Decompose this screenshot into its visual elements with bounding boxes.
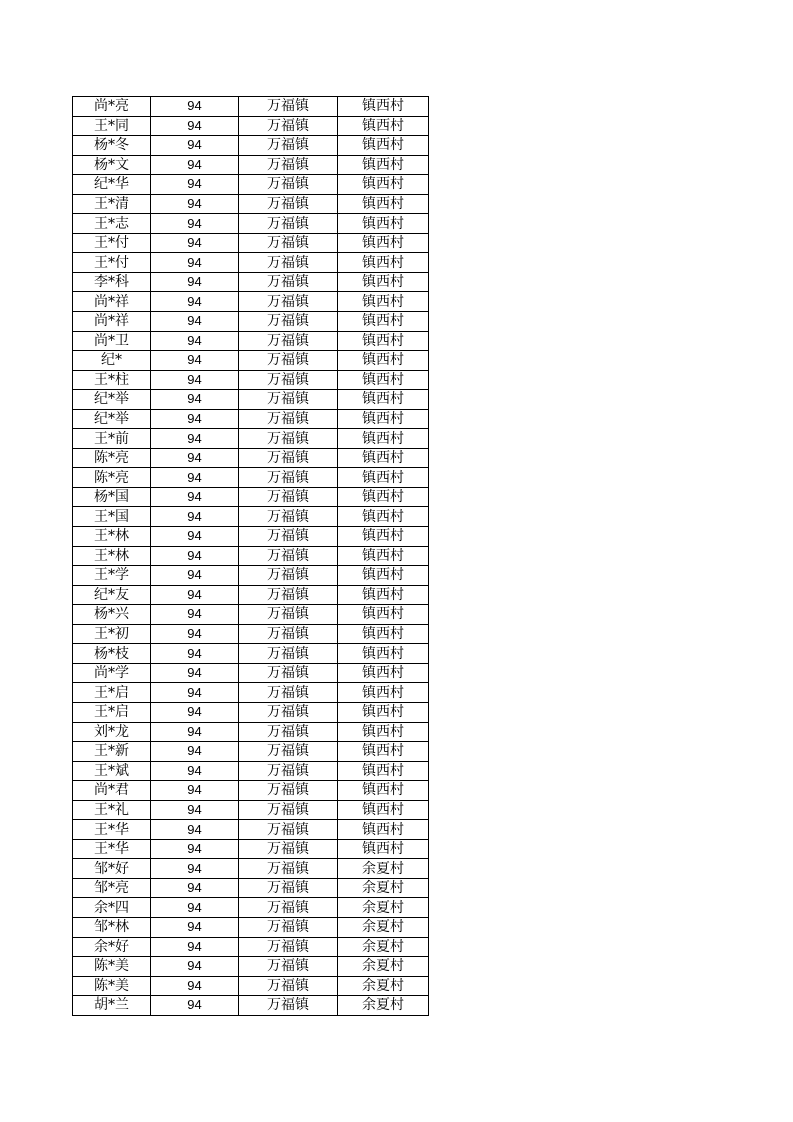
village-cell: 镇西村: [338, 272, 429, 292]
name-cell: 尚*亮: [73, 97, 151, 117]
data-table: [72, 96, 429, 1016]
value-cell: 94: [151, 996, 239, 1016]
value-cell: 94: [151, 566, 239, 586]
name-cell: 陈*亮: [73, 448, 151, 468]
value-cell: 94: [151, 917, 239, 937]
village-cell: 镇西村: [338, 97, 429, 117]
town-cell: 万福镇: [239, 233, 338, 253]
value-cell: 94: [151, 937, 239, 957]
value-cell: 94: [151, 175, 239, 195]
town-cell: 万福镇: [239, 175, 338, 195]
town-cell: 万福镇: [239, 390, 338, 410]
village-cell: 镇西村: [338, 175, 429, 195]
table-row: [73, 253, 429, 273]
village-cell: 镇西村: [338, 292, 429, 312]
table-row: [73, 233, 429, 253]
village-cell: 镇西村: [338, 331, 429, 351]
table-row: [73, 624, 429, 644]
name-cell: 王*启: [73, 702, 151, 722]
name-cell: 王*志: [73, 214, 151, 234]
table-row: [73, 839, 429, 859]
table-row: [73, 527, 429, 547]
name-cell: 余*好: [73, 937, 151, 957]
village-cell: 镇西村: [338, 429, 429, 449]
value-cell: 94: [151, 233, 239, 253]
village-cell: 镇西村: [338, 722, 429, 742]
value-cell: 94: [151, 839, 239, 859]
village-cell: 镇西村: [338, 194, 429, 214]
table-row: [73, 487, 429, 507]
town-cell: 万福镇: [239, 761, 338, 781]
value-cell: 94: [151, 409, 239, 429]
town-cell: 万福镇: [239, 878, 338, 898]
town-cell: 万福镇: [239, 800, 338, 820]
town-cell: 万福镇: [239, 527, 338, 547]
town-cell: 万福镇: [239, 448, 338, 468]
town-cell: 万福镇: [239, 351, 338, 371]
town-cell: 万福镇: [239, 507, 338, 527]
value-cell: 94: [151, 624, 239, 644]
town-cell: 万福镇: [239, 722, 338, 742]
village-cell: 镇西村: [338, 155, 429, 175]
name-cell: 王*学: [73, 566, 151, 586]
table-row: [73, 429, 429, 449]
village-cell: 镇西村: [338, 448, 429, 468]
value-cell: 94: [151, 976, 239, 996]
table-row: [73, 976, 429, 996]
table-row: [73, 566, 429, 586]
name-cell: 李*科: [73, 272, 151, 292]
value-cell: 94: [151, 351, 239, 371]
village-cell: 镇西村: [338, 351, 429, 371]
town-cell: 万福镇: [239, 937, 338, 957]
village-cell: 镇西村: [338, 116, 429, 136]
name-cell: 王*礼: [73, 800, 151, 820]
table-row: [73, 937, 429, 957]
table-row: [73, 742, 429, 762]
name-cell: 杨*冬: [73, 136, 151, 156]
village-cell: 余夏村: [338, 917, 429, 937]
village-cell: 镇西村: [338, 683, 429, 703]
village-cell: 镇西村: [338, 390, 429, 410]
name-cell: 杨*国: [73, 487, 151, 507]
town-cell: 万福镇: [239, 272, 338, 292]
value-cell: 94: [151, 97, 239, 117]
town-cell: 万福镇: [239, 683, 338, 703]
table-row: [73, 996, 429, 1016]
town-cell: 万福镇: [239, 155, 338, 175]
village-cell: 镇西村: [338, 370, 429, 390]
value-cell: 94: [151, 859, 239, 879]
town-cell: 万福镇: [239, 976, 338, 996]
table-row: [73, 585, 429, 605]
town-cell: 万福镇: [239, 820, 338, 840]
value-cell: 94: [151, 742, 239, 762]
village-cell: 余夏村: [338, 878, 429, 898]
town-cell: 万福镇: [239, 957, 338, 977]
table-row: [73, 898, 429, 918]
table-row: [73, 683, 429, 703]
value-cell: 94: [151, 722, 239, 742]
value-cell: 94: [151, 898, 239, 918]
table-row: [73, 702, 429, 722]
value-cell: 94: [151, 781, 239, 801]
name-cell: 纪*: [73, 351, 151, 371]
name-cell: 纪*举: [73, 409, 151, 429]
village-cell: 镇西村: [338, 624, 429, 644]
table-row: [73, 663, 429, 683]
table-row: [73, 820, 429, 840]
town-cell: 万福镇: [239, 605, 338, 625]
table-row: [73, 292, 429, 312]
table-row: [73, 409, 429, 429]
value-cell: 94: [151, 194, 239, 214]
table-row: [73, 272, 429, 292]
table-row: [73, 605, 429, 625]
value-cell: 94: [151, 761, 239, 781]
value-cell: 94: [151, 214, 239, 234]
village-cell: 镇西村: [338, 233, 429, 253]
town-cell: 万福镇: [239, 487, 338, 507]
village-cell: 镇西村: [338, 839, 429, 859]
value-cell: 94: [151, 702, 239, 722]
table-row: [73, 331, 429, 351]
value-cell: 94: [151, 507, 239, 527]
value-cell: 94: [151, 292, 239, 312]
table-row: [73, 546, 429, 566]
town-cell: 万福镇: [239, 214, 338, 234]
name-cell: 王*华: [73, 820, 151, 840]
name-cell: 王*启: [73, 683, 151, 703]
value-cell: 94: [151, 683, 239, 703]
name-cell: 陈*美: [73, 957, 151, 977]
village-cell: 余夏村: [338, 937, 429, 957]
value-cell: 94: [151, 253, 239, 273]
value-cell: 94: [151, 331, 239, 351]
name-cell: 尚*君: [73, 781, 151, 801]
village-cell: 镇西村: [338, 214, 429, 234]
name-cell: 陈*美: [73, 976, 151, 996]
town-cell: 万福镇: [239, 917, 338, 937]
name-cell: 尚*卫: [73, 331, 151, 351]
name-cell: 王*新: [73, 742, 151, 762]
value-cell: 94: [151, 546, 239, 566]
name-cell: 王*清: [73, 194, 151, 214]
table-row: [73, 781, 429, 801]
town-cell: 万福镇: [239, 136, 338, 156]
name-cell: 王*国: [73, 507, 151, 527]
value-cell: 94: [151, 116, 239, 136]
town-cell: 万福镇: [239, 644, 338, 664]
value-cell: 94: [151, 272, 239, 292]
value-cell: 94: [151, 800, 239, 820]
town-cell: 万福镇: [239, 702, 338, 722]
value-cell: 94: [151, 312, 239, 332]
table-row: [73, 194, 429, 214]
town-cell: 万福镇: [239, 429, 338, 449]
village-cell: 镇西村: [338, 644, 429, 664]
value-cell: 94: [151, 663, 239, 683]
town-cell: 万福镇: [239, 566, 338, 586]
name-cell: 尚*祥: [73, 292, 151, 312]
village-cell: 镇西村: [338, 781, 429, 801]
name-cell: 王*柱: [73, 370, 151, 390]
town-cell: 万福镇: [239, 996, 338, 1016]
table-row: [73, 761, 429, 781]
town-cell: 万福镇: [239, 194, 338, 214]
table-body: [73, 97, 429, 1016]
name-cell: 余*四: [73, 898, 151, 918]
table-row: [73, 312, 429, 332]
name-cell: 王*斌: [73, 761, 151, 781]
village-cell: 镇西村: [338, 605, 429, 625]
town-cell: 万福镇: [239, 312, 338, 332]
town-cell: 万福镇: [239, 331, 338, 351]
town-cell: 万福镇: [239, 546, 338, 566]
town-cell: 万福镇: [239, 663, 338, 683]
village-cell: 镇西村: [338, 136, 429, 156]
name-cell: 杨*枝: [73, 644, 151, 664]
town-cell: 万福镇: [239, 370, 338, 390]
village-cell: 镇西村: [338, 468, 429, 488]
name-cell: 王*林: [73, 546, 151, 566]
table-row: [73, 175, 429, 195]
name-cell: 邹*林: [73, 917, 151, 937]
value-cell: 94: [151, 155, 239, 175]
name-cell: 陈*亮: [73, 468, 151, 488]
town-cell: 万福镇: [239, 116, 338, 136]
name-cell: 王*华: [73, 839, 151, 859]
name-cell: 杨*文: [73, 155, 151, 175]
village-cell: 镇西村: [338, 566, 429, 586]
village-cell: 余夏村: [338, 859, 429, 879]
name-cell: 王*付: [73, 253, 151, 273]
table-row: [73, 214, 429, 234]
table-row: [73, 448, 429, 468]
village-cell: 镇西村: [338, 507, 429, 527]
value-cell: 94: [151, 448, 239, 468]
value-cell: 94: [151, 136, 239, 156]
town-cell: 万福镇: [239, 742, 338, 762]
village-cell: 镇西村: [338, 253, 429, 273]
town-cell: 万福镇: [239, 898, 338, 918]
name-cell: 胡*兰: [73, 996, 151, 1016]
table-row: [73, 136, 429, 156]
name-cell: 纪*友: [73, 585, 151, 605]
village-cell: 镇西村: [338, 663, 429, 683]
table-row: [73, 116, 429, 136]
name-cell: 邹*亮: [73, 878, 151, 898]
table-row: [73, 351, 429, 371]
town-cell: 万福镇: [239, 468, 338, 488]
table-row: [73, 859, 429, 879]
village-cell: 镇西村: [338, 487, 429, 507]
value-cell: 94: [151, 468, 239, 488]
name-cell: 纪*举: [73, 390, 151, 410]
village-cell: 镇西村: [338, 742, 429, 762]
village-cell: 镇西村: [338, 800, 429, 820]
table-row: [73, 957, 429, 977]
value-cell: 94: [151, 820, 239, 840]
name-cell: 纪*华: [73, 175, 151, 195]
table-row: [73, 917, 429, 937]
name-cell: 王*前: [73, 429, 151, 449]
town-cell: 万福镇: [239, 839, 338, 859]
town-cell: 万福镇: [239, 253, 338, 273]
town-cell: 万福镇: [239, 292, 338, 312]
table-row: [73, 644, 429, 664]
village-cell: 余夏村: [338, 898, 429, 918]
town-cell: 万福镇: [239, 585, 338, 605]
village-cell: 镇西村: [338, 527, 429, 547]
town-cell: 万福镇: [239, 97, 338, 117]
table-row: [73, 97, 429, 117]
village-cell: 余夏村: [338, 996, 429, 1016]
village-cell: 镇西村: [338, 702, 429, 722]
village-cell: 镇西村: [338, 761, 429, 781]
value-cell: 94: [151, 585, 239, 605]
town-cell: 万福镇: [239, 781, 338, 801]
village-cell: 镇西村: [338, 312, 429, 332]
value-cell: 94: [151, 644, 239, 664]
table-row: [73, 878, 429, 898]
table-row: [73, 390, 429, 410]
name-cell: 王*林: [73, 527, 151, 547]
name-cell: 王*同: [73, 116, 151, 136]
name-cell: 邹*好: [73, 859, 151, 879]
name-cell: 尚*祥: [73, 312, 151, 332]
table-row: [73, 155, 429, 175]
value-cell: 94: [151, 390, 239, 410]
value-cell: 94: [151, 429, 239, 449]
town-cell: 万福镇: [239, 409, 338, 429]
table-row: [73, 722, 429, 742]
value-cell: 94: [151, 605, 239, 625]
value-cell: 94: [151, 370, 239, 390]
village-cell: 镇西村: [338, 820, 429, 840]
name-cell: 王*初: [73, 624, 151, 644]
town-cell: 万福镇: [239, 624, 338, 644]
name-cell: 王*付: [73, 233, 151, 253]
table-row: [73, 468, 429, 488]
village-cell: 镇西村: [338, 409, 429, 429]
value-cell: 94: [151, 957, 239, 977]
value-cell: 94: [151, 487, 239, 507]
value-cell: 94: [151, 527, 239, 547]
name-cell: 尚*学: [73, 663, 151, 683]
village-cell: 余夏村: [338, 957, 429, 977]
table-row: [73, 507, 429, 527]
town-cell: 万福镇: [239, 859, 338, 879]
village-cell: 镇西村: [338, 585, 429, 605]
name-cell: 杨*兴: [73, 605, 151, 625]
village-cell: 镇西村: [338, 546, 429, 566]
value-cell: 94: [151, 878, 239, 898]
table-row: [73, 370, 429, 390]
table-row: [73, 800, 429, 820]
village-cell: 余夏村: [338, 976, 429, 996]
name-cell: 刘*龙: [73, 722, 151, 742]
